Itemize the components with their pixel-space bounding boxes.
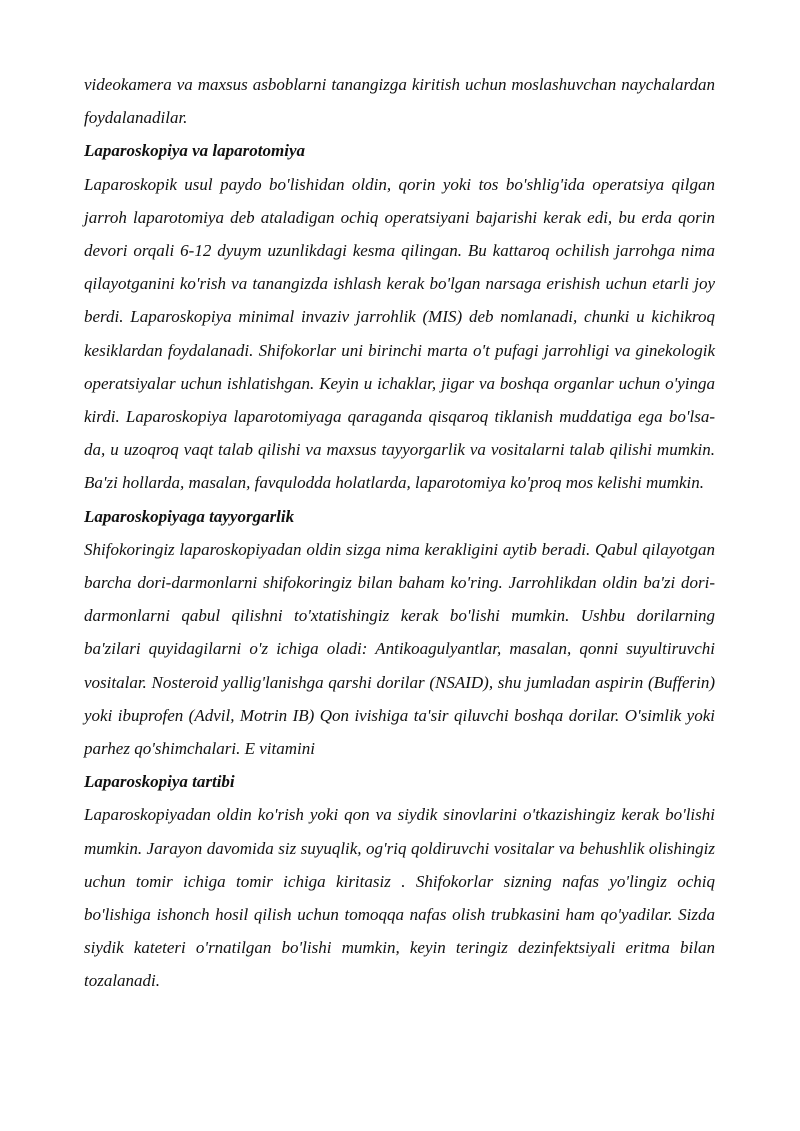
section-heading-preparation: Laparoskopiyaga tayyorgarlik [84, 506, 295, 526]
section-body-preparation: Shifokoringiz laparoskopiyadan oldin sizga nima kerakligini aytib beradi. Qabul qilayotgan barcha dori-darmonlarni shifokoringiz bilan baham ko'ring. Jarrohlikdan oldin ba'zi dori-darmonlarni qabul qilishni to'xtatishingiz kerak bo'lishi mumkin. Ushbu dorilarning ba'zilari quyidagilarni o'z ichiga oladi: Antikoagulyantlar, masalan, qonni suyultiruvchi vositalar. Nosteroid yallig'lanishga qarshi dorilar (NSAID), shu jumladan aspirin (Bufferin) yoki ibuprofen (Advil, Motrin IB) Qon ivishiga ta'sir qiluvchi boshqa dorilar. O'simlik yoki parhez qo'shimchalari. E vitamini [84, 539, 715, 759]
intro-paragraph: videokamera va maxsus asboblarni tanangizga kiritish uchun moslashuvchan naychalardan foydalanadilar. [84, 75, 715, 128]
section-heading-laparoscopy-vs-laparotomy: Laparoskopiya va laparotomiya [84, 141, 305, 161]
document-page [84, 68, 715, 998]
section-body-procedure: Laparoskopiyadan oldin ko'rish yoki qon va siydik sinovlarini o'tkazishingiz kerak bo'lishi mumkin. Jarayon davomida siz suyuqlik, og'riq qoldiruvchi vositalar va behushlik olishingiz uchun tomir ichiga tomir ichiga kiritasiz . Shifokorlar sizning nafas yo'lingiz ochiq bo'lishiga ishonch hosil qilish uchun tomoqqa nafas olish trubkasini ham qo'yadilar. Sizda siydik kateteri o'rnatilgan bo'lishi mumkin, keyin teringiz dezinfektsiyali eritma bilan tozalanadi. [84, 805, 715, 991]
section-heading-procedure: Laparoskopiya tartibi [84, 772, 235, 792]
section-body-laparoscopy-vs-laparotomy: Laparoskopik usul paydo bo'lishidan oldin, qorin yoki tos bo'shlig'ida operatsiya qilgan jarroh laparotomiya deb ataladigan ochiq operatsiyani bajarishi kerak edi, bu erda qorin devori orqali 6-12 dyuym uzunlikdagi kesma qilingan. Bu kattaroq ochilish jarrohga nima qilayotganini ko'rish va tanangizda ishlash kerak bo'lgan narsaga erishish uchun etarli joy berdi. Laparoskopiya minimal invaziv jarrohlik (MIS) deb nomlanadi, chunki u kichikroq kesiklardan foydalanadi. Shifokorlar uni birinchi marta o't pufagi jarrohligi va ginekologik operatsiyalar uchun ishlatishgan. Keyin u ichaklar, jigar va boshqa organlar uchun o'yinga kirdi. Laparoskopiya laparotomiyaga qaraganda qisqaroq tiklanish muddatiga ega bo'lsa-da, u uzoqroq vaqt talab qilishi va maxsus tayyorgarlik va vositalarni talab qilishi mumkin. Ba'zi hollarda, masalan, favqulodda holatlarda, laparotomiya ko'proq mos kelishi mumkin. [84, 174, 715, 493]
